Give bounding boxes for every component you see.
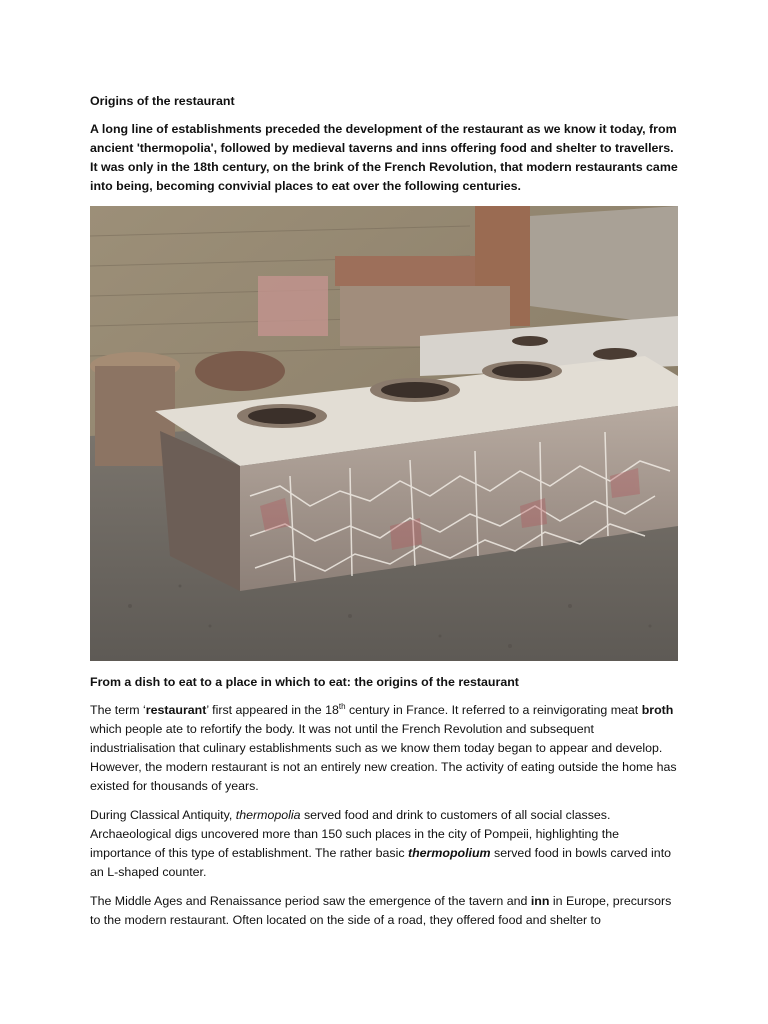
document-title: Origins of the restaurant — [90, 94, 235, 108]
p2-text-1: During Classical Antiquity, — [90, 808, 236, 822]
p1-text-3: century in France. It referred to a reinvigorating meat — [345, 703, 642, 717]
paragraph-2 — [90, 806, 680, 882]
p1-text-2: ’ first appeared in the 18 — [206, 703, 339, 717]
p1-bold-restaurant: restaurant — [145, 703, 207, 717]
p2-text-3: served food in bowls carved into an L-shaped counter. — [90, 846, 672, 879]
p1-bold-broth: broth — [641, 703, 674, 717]
thermopolium-photo-illustration — [90, 206, 678, 661]
p2-italic-thermopolia: thermopolia — [235, 808, 301, 822]
intro-paragraph: A long line of establishments preceded the development of the restaurant as we know it today, from ancient 'thermopolia', followed by medieval taverns and inns offering food and shelter to travellers. It was only in the 18th century, on the brink of the French Revolution, that modern restaurants came into being, becoming convivial places to eat over the following centuries. — [90, 122, 678, 193]
p3-text-2: in Europe, precursors to the modern restaurant. Often located on the side of a road, they offered food and shelter to — [90, 894, 672, 927]
p3-bold-inn: inn — [530, 894, 550, 908]
p3-text-1: The Middle Ages and Renaissance period saw the emergence of the tavern and — [90, 894, 531, 908]
paragraph-1 — [90, 701, 680, 796]
p2-bold-italic-thermopolium: thermopolium — [407, 846, 491, 860]
p1-text-4: which people ate to refortify the body. It was not until the French Revolution and subsequent industrialisation that culinary establishments such as we know them today began to appear and develop. However, the modern restaurant is not an entirely new creation. The activity of eating outside the home has existed for thousands of years. — [90, 722, 677, 793]
paragraph-3 — [90, 892, 680, 930]
thermopolium-photo — [90, 206, 678, 661]
section-heading: From a dish to eat to a place in which to eat: the origins of the restaurant — [90, 675, 519, 689]
document-page — [90, 92, 680, 940]
p1-superscript: th — [338, 701, 346, 711]
p1-text-1: The term ‘ — [90, 703, 146, 717]
p2-text-2: served food and drink to customers of all social classes. Archaeological digs uncovered more than 150 such places in the city of Pompeii, highlighting the importance of this type of establishment. The rather basic — [90, 808, 619, 860]
